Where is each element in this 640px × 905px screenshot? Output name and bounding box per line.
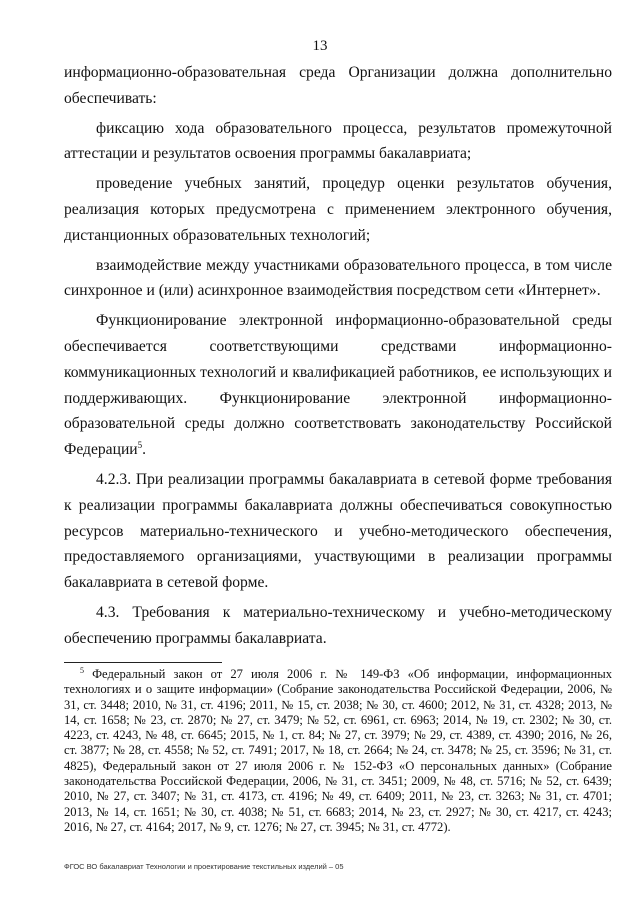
body-text bbox=[64, 60, 612, 652]
paragraph-4-3: 4.3. Требования к материально-техническому и учебно-методическому обеспечению программы бакалавриата. bbox=[64, 603, 612, 647]
footnote-reference[interactable]: 5 bbox=[137, 439, 143, 450]
footnote-separator bbox=[64, 662, 222, 663]
paragraph-intro: информационно-образовательная среда Организации должна дополнительно обеспечивать: bbox=[64, 64, 612, 107]
paragraph-4-2-3: 4.2.3. При реализации программы бакалавриата в сетевой форме требования к реализации программы бакалавриата должны обеспечиваться совокупностью ресурсов материально-технического и учебно-методического обеспечения, предоставляемого организациями, участвующими в реализации программы бакалавриата в сетевой форме. bbox=[64, 470, 612, 592]
paragraph-functioning-text: Функционирование электронной информационно-образовательной среды обеспечивается соответствующими средствами информационно-коммуникационных технологий и квалификацией работников, ее использующих и поддерживающих. Функционирование электронной информационно-образовательной среды должно соответствовать законодательству Российской Федерации bbox=[64, 312, 612, 459]
paragraph-list-item-3: взаимодействие между участниками образовательного процесса, в том числе синхронное и (или) асинхронное взаимодействия посредством сети «Интернет». bbox=[64, 256, 612, 300]
document-footer: ФГОС ВО бакалавриат Технологии и проектирование текстильных изделий – 05 bbox=[64, 862, 344, 871]
footnote-text: Федеральный закон от 27 июля 2006 г. № 149-ФЗ «Об информации, информационных технологиях и о защите информации» (Собрание законодательства Российской Федерации, 2006, № 31, ст. 3448; 2010, № 31, ст. 4196; 2011, № 15, ст. 2038; № 30, ст. 4600; 2012, № 31, ст. 4328; 2013, № 14, ст. 1658; № 23, ст. 2870; № 27, ст. 3479; № 52, ст. 6961, ст. 6963; 2014, № 19, ст. 2302; № 30, ст. 4223, ст. 4243, № 48, ст. 6645; 2015, № 1, ст. 84; № 27, ст. 3979; № 29, ст. 4389, ст. 4390; 2016, № 26, ст. 3877; № 28, ст. 4558; № 52, ст. 7491; 2017, № 18, ст. 2664; № 24, ст. 3478; № 25, ст. 3596; № 31, ст. 4825), Федеральный закон от 27 июля 2006 г. № 152-ФЗ «О персональных данных» (Собрание законодательства Российской Федерации, 2006, № 31, ст. 3451; 2009, № 48, ст. 5716; № 52, ст. 6439; 2010, № 27, ст. 3407; № 31, ст. 4173, ст. 4196; № 49, ст. 6409; 2011, № 23, ст. 3263; № 31, ст. 4701; 2013, № 14, ст. 1651; № 30, ст. 4038; № 51, ст. 6683; 2014, № 23, ст. 2927; № 30, ст. 4217, ст. 4243; 2016, № 27, ст. 4164; 2017, № 9, ст. 1276; № 27, ст. 3945; № 31, ст. 4772). bbox=[64, 667, 612, 834]
footnote bbox=[64, 667, 612, 835]
paragraph-functioning-end: . bbox=[142, 441, 147, 459]
page-number: 13 bbox=[312, 38, 328, 54]
paragraph-functioning bbox=[64, 308, 612, 463]
paragraph-list-item-2: проведение учебных занятий, процедур оценки результатов обучения, реализация которых предусмотрена с применением электронного обучения, дистанционных образовательных технологий; bbox=[64, 175, 612, 244]
footnote-paragraph bbox=[64, 667, 612, 835]
paragraph-list-item-1: фиксацию хода образовательного процесса, результатов промежуточной аттестации и результатов освоения программы бакалавриата; bbox=[64, 119, 612, 163]
footnote-marker: 5 bbox=[80, 665, 84, 675]
